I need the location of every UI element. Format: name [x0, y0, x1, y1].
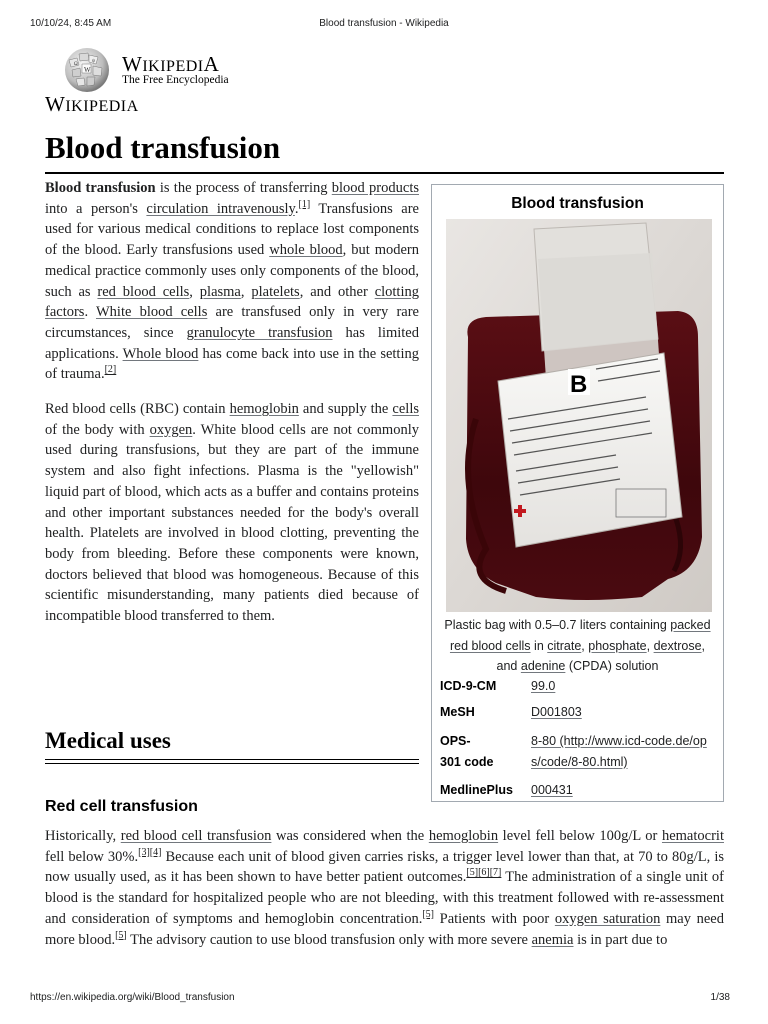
- wikipedia-globe-icon: [62, 46, 112, 94]
- infobox-label-line: 301 code: [440, 754, 494, 769]
- intro-paragraph-1: Blood transfusion is the process of transferring blood products into a person's circulation intravenously.[1] Transfusions are used for various medical conditions to replace lost components of the blood. Early transfusions used whole blood, but modern medical practice commonly uses only components of the blood, such as red blood cells, plasma, platelets, and other clotting factors. White blood cells are transfused only in very rare circumstances, since granulocyte transfusion has limited applications. Whole blood has come back into use in the setting of trauma.[2]: [45, 180, 419, 383]
- link-whole-blood[interactable]: whole blood: [269, 242, 343, 259]
- link-oxygen-saturation[interactable]: oxygen saturation: [554, 910, 661, 927]
- citation-5[interactable]: [5]: [422, 908, 435, 920]
- link-clotting-factors[interactable]: clotting factors: [45, 283, 419, 321]
- wordmark-rest: IKIPEDI: [142, 58, 204, 75]
- infobox-value-mesh[interactable]: D001803: [531, 705, 582, 719]
- citation-2[interactable]: [2]: [104, 364, 117, 376]
- link-red-blood-cell-transfusion[interactable]: red blood cell transfusion: [120, 828, 272, 844]
- section-heading-medical-uses: Medical uses: [45, 728, 171, 753]
- citation-3-4[interactable]: [3][4]: [138, 846, 162, 858]
- print-header: [30, 18, 738, 32]
- link-dextrose[interactable]: dextrose: [653, 638, 702, 653]
- section-divider: [45, 763, 419, 764]
- link-plasma[interactable]: plasma: [199, 283, 241, 300]
- link-anemia[interactable]: anemia: [531, 931, 574, 948]
- rbc-paragraph: Historically, red blood cell transfusion was considered when the hemoglobin level fell below 100g/L or hematocrit fell below 30%.[3][4] Because each unit of blood given carries risks, a trigger level lower than that, at 70 to 80g/L, is now usually used, as it has been shown to have better patient outcomes.[5][6][7] The administration of a single unit of blood is the standard for hospitalized people who are not bleeding, with this treatment followed with re-assessment and consideration of symptoms and hemoglobin concentration.[5] Patients with poor oxygen saturation may need more blood.[5] The advisory caution to use blood transfusion only with more severe anemia is in part due to: [45, 828, 724, 948]
- infobox-title: Blood transfusion: [511, 195, 644, 212]
- link-oxygen[interactable]: oxygen: [149, 421, 193, 438]
- bag-label-letter: B: [570, 371, 588, 398]
- logo-tagline: The Free Encyclopedia: [122, 74, 229, 86]
- link-hemoglobin[interactable]: hemoglobin: [229, 401, 299, 418]
- wordmark-initial: W: [122, 52, 143, 76]
- wordmark2-rest: IKIPEDIA: [65, 98, 139, 115]
- infobox-label: [440, 731, 494, 772]
- wordmark-final: A: [203, 52, 220, 76]
- infobox-label: MedlinePlus: [440, 783, 513, 797]
- subsection-heading-red-cell: Red cell transfusion: [45, 798, 198, 815]
- infobox: [431, 184, 724, 802]
- link-circulation-intravenously[interactable]: circulation intravenously: [146, 200, 295, 217]
- print-doc-title: Blood transfusion - Wikipedia: [319, 18, 449, 29]
- citation-5-b[interactable]: [5]: [115, 929, 127, 941]
- link-phosphate[interactable]: phosphate: [588, 638, 647, 653]
- print-datetime: 10/10/24, 8:45 AM: [30, 18, 112, 29]
- svg-text:Ω: Ω: [74, 62, 78, 67]
- infobox-value-icd9[interactable]: 99.0: [531, 679, 556, 693]
- page-title: Blood transfusion: [45, 130, 281, 165]
- link-packed-red-blood-cells[interactable]: packed red blood cells: [449, 618, 711, 653]
- link-hematocrit[interactable]: hematocrit: [661, 828, 724, 844]
- infobox-row-ops: [440, 731, 715, 779]
- infobox-row-mesh: [440, 705, 715, 729]
- citation-1[interactable]: [1]: [298, 198, 311, 210]
- citation-5-6-7[interactable]: [5][6][7]: [466, 867, 502, 879]
- link-blood-products[interactable]: blood products: [331, 180, 419, 196]
- link-adenine[interactable]: adenine: [520, 659, 566, 673]
- section-divider: [45, 759, 419, 760]
- title-divider: [45, 172, 724, 174]
- intro-paragraph-2: Red blood cells (RBC) contain hemoglobin and supply the cells of the body with oxygen. White blood cells are not commonly used during transfusions, but they are part of the immune system and also fight infections. Plasma is the "yellowish" liquid part of blood, which acts as a buffer and contains proteins and other important substances needed for the body's overall health. Platelets are involved in blood clotting, preventing the body from bleeding. Before these components were known, doctors believed that blood was homogeneous. Because of this scientific misunderstanding, many patients died because of incompatible blood transferred to them.: [45, 401, 419, 625]
- link-granulocyte-transfusion[interactable]: granulocyte transfusion: [186, 324, 333, 341]
- infobox-value-ops[interactable]: 8-80 (http://www.icd-code.de/ops/code/8-80.html): [531, 734, 707, 769]
- link-red-blood-cells[interactable]: red blood cells: [97, 283, 190, 300]
- link-cells[interactable]: cells: [392, 401, 419, 418]
- blood-bag-image[interactable]: [446, 219, 712, 612]
- link-white-blood-cells[interactable]: White blood cells: [95, 304, 208, 321]
- link-citrate[interactable]: citrate: [547, 638, 582, 653]
- infobox-label: MeSH: [440, 705, 475, 719]
- svg-text:W: W: [84, 66, 91, 74]
- infobox-value-medlineplus[interactable]: 000431: [531, 783, 573, 797]
- infobox-row-medlineplus: [440, 783, 715, 807]
- infobox-caption: Plastic bag with 0.5–0.7 liters containing packed red blood cells in citrate, phosphate, dextrose, and adenine (CPDA) solution: [444, 618, 711, 673]
- wordmark2-initial: W: [45, 92, 66, 116]
- link-hemoglobin-2[interactable]: hemoglobin: [428, 828, 499, 844]
- print-footer: [30, 992, 738, 1006]
- link-platelets[interactable]: platelets: [251, 283, 300, 300]
- site-wordmark[interactable]: [45, 92, 139, 117]
- print-url: https://en.wikipedia.org/wiki/Blood_transfusion: [30, 992, 235, 1003]
- link-whole-blood-2[interactable]: Whole blood: [122, 345, 199, 362]
- infobox-label-line: OPS-: [440, 734, 471, 748]
- lead-term: Blood transfusion: [45, 180, 156, 196]
- infobox-label: ICD-9-CM: [440, 679, 497, 693]
- print-page-number: 1/38: [710, 992, 730, 1003]
- svg-text:ψ: ψ: [92, 59, 96, 64]
- infobox-row-icd9: [440, 679, 715, 703]
- intro-column: [45, 178, 419, 627]
